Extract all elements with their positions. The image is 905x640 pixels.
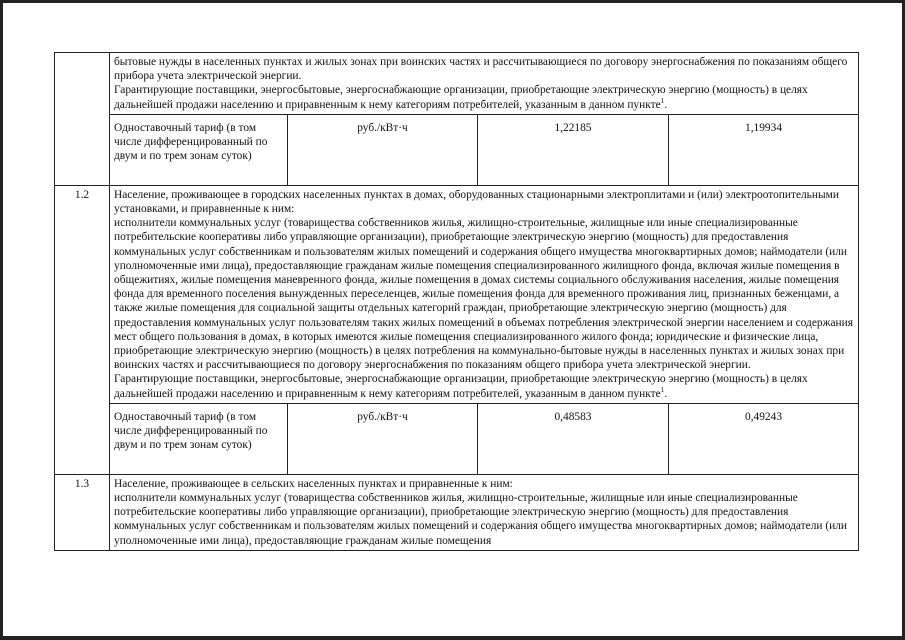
tariff-value-1: 1,22185: [478, 114, 669, 185]
row-number: 1.2: [55, 185, 110, 474]
paragraph: бытовые нужды в населенных пунктах и жилых зонах при воинских частях и рассчитывающиеся по договору энергоснабжения по показаниям общего прибора учета электрической энергии.: [114, 56, 848, 83]
paragraph: Гарантирующие поставщики, энергосбытовые, энергоснабжающие организации, приобретающие электрическую энергию (мощность) в целях дальнейшей продажи населению и приравненным к нему категориям потребителей, указанным в данном пункте$^1$.: [114, 373, 808, 400]
consumer-category-text: [110, 185, 859, 403]
tariff-unit: руб./кВт·ч: [288, 403, 478, 474]
scan-edge-left: [0, 0, 3, 640]
tariff-table: [54, 52, 859, 551]
footnote-mark: 1: [660, 384, 665, 394]
row-number: [55, 53, 110, 186]
table-row: [55, 53, 859, 115]
tariff-label: Одноставочный тариф (в том числе дифференцированный по двум и по трем зонам суток): [110, 403, 288, 474]
footnote-mark: 1: [660, 95, 665, 105]
consumer-category-text: [110, 53, 859, 115]
paragraph: Гарантирующие поставщики, энергосбытовые, энергоснабжающие организации, приобретающие электрическую энергию (мощность) в целях дальнейшей продажи населению и приравненным к нему категориям потребителей, указанным в данном пункте$^1$.: [114, 84, 808, 111]
tariff-unit: руб./кВт·ч: [288, 114, 478, 185]
scan-edge-top: [0, 0, 905, 3]
scan-edge-bottom: [0, 636, 905, 640]
table-row: [55, 114, 859, 185]
paragraph: Население, проживающее в городских населенных пунктах в домах, оборудованных стационарными электроплитами и (или) электроотопительными установками, и приравненные к ним:: [114, 188, 839, 216]
tariff-value-2: 0,49243: [669, 403, 859, 474]
tariff-label: Одноставочный тариф (в том числе дифференцированный по двум и по трем зонам суток): [110, 114, 288, 185]
table-row: [55, 185, 859, 403]
paragraph: исполнители коммунальных услуг (товарищества собственников жилья, жилищно-строительные, жилищные или иные специализированные потребительские кооперативы либо управляющие организации), приобретающие электрическую энергию (мощность) для предоставления коммунальных услуг собственникам и пользователям жилых помещений и содержания общего имущества многоквартирных домов; наймодатели (или уполномоченные ими лица), предоставляющие гражданам жилые помещения специализированного жилищного фонда, включая жилые помещения в общежитиях, жилые помещения маневренного фонда, жилые помещения в домах системы социального обслуживания населения, жилые помещения фонда для временного поселения вынужденных переселенцев, жилые помещения фонда для временного проживания лиц, признанных беженцами, а также жилые помещения для социальной защиты отдельных категорий граждан, приобретающие электрическую энергию (мощность) для предоставления коммунальных услуг пользователям таких жилых помещений в объемах потребления электрической энергии населением и содержания мест общего пользования в домах, в которых имеются жилые помещения специализированного жилого фонда; юридические и физические лица, приобретающие электрическую энергию (мощность) в целях потребления на коммунально-бытовые нужды в населенных пунктах и жилых зонах при воинских частях и рассчитывающиеся по договору энергоснабжения по показаниям общего прибора учета электрической энергии.: [114, 217, 853, 372]
table-row: [55, 474, 859, 550]
tariff-value-2: 1,19934: [669, 114, 859, 185]
tariff-value-1: 0,48583: [478, 403, 669, 474]
paragraph: Население, проживающее в сельских населенных пунктах и приравненные к ним:: [114, 477, 513, 490]
paragraph: исполнители коммунальных услуг (товарищества собственников жилья, жилищно-строительные, жилищные или иные специализированные потребительские кооперативы либо управляющие организации), приобретающие электрическую энергию (мощность) для предоставления коммунальных услуг собственникам и пользователям жилых помещений и содержания общего имущества многоквартирных домов; наймодатели (или уполномоченные ими лица), предоставляющие гражданам жилые помещения: [114, 492, 847, 547]
consumer-category-text: [110, 474, 859, 550]
row-number: 1.3: [55, 474, 110, 550]
table-row: [55, 403, 859, 474]
